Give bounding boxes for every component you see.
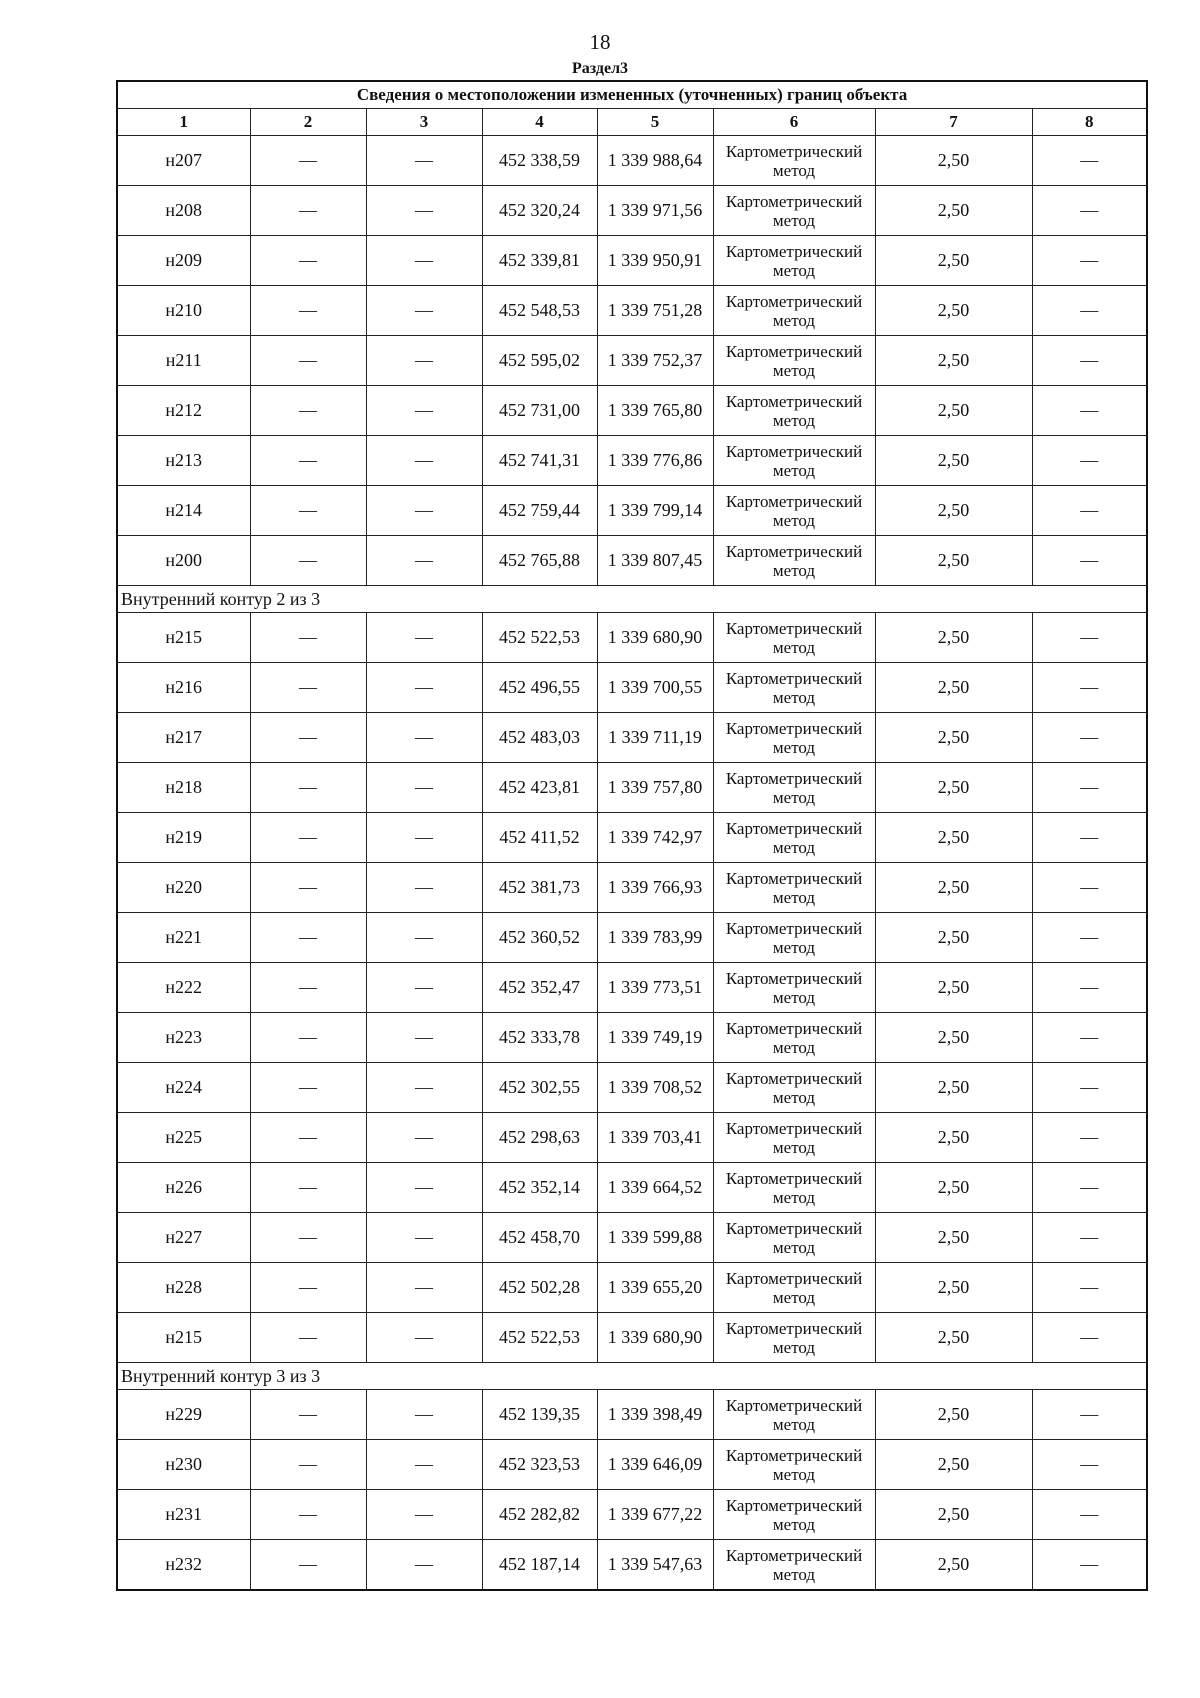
accuracy-cell: 2,50: [875, 913, 1032, 963]
accuracy-cell: 2,50: [875, 1163, 1032, 1213]
column-3-cell: —: [366, 913, 482, 963]
column-3-cell: —: [366, 613, 482, 663]
table-row: [117, 436, 1147, 486]
point-number-cell: н209: [117, 236, 250, 286]
column-8-cell: —: [1032, 613, 1147, 663]
table-title: Сведения о местоположении измененных (уточненных) границ объекта: [117, 81, 1147, 109]
accuracy-cell: 2,50: [875, 613, 1032, 663]
column-8-cell: —: [1032, 436, 1147, 486]
column-2-cell: —: [250, 1540, 366, 1591]
column-8-cell: —: [1032, 1540, 1147, 1591]
method-cell: Картометрический метод: [713, 536, 875, 586]
accuracy-cell: 2,50: [875, 236, 1032, 286]
table-row: [117, 1390, 1147, 1440]
x-coordinate-cell: 452 595,02: [482, 336, 597, 386]
accuracy-cell: 2,50: [875, 863, 1032, 913]
table-row: [117, 1490, 1147, 1540]
column-header-7: 7: [875, 109, 1032, 136]
column-3-cell: —: [366, 1263, 482, 1313]
column-8-cell: —: [1032, 1390, 1147, 1440]
column-8-cell: —: [1032, 236, 1147, 286]
y-coordinate-cell: 1 339 988,64: [597, 136, 713, 186]
point-number-cell: н215: [117, 613, 250, 663]
y-coordinate-cell: 1 339 547,63: [597, 1540, 713, 1591]
table-row: [117, 486, 1147, 536]
column-header-1: 1: [117, 109, 250, 136]
column-8-cell: —: [1032, 1440, 1147, 1490]
column-2-cell: —: [250, 913, 366, 963]
column-2-cell: —: [250, 863, 366, 913]
y-coordinate-cell: 1 339 677,22: [597, 1490, 713, 1540]
column-2-cell: —: [250, 1013, 366, 1063]
point-number-cell: н212: [117, 386, 250, 436]
column-3-cell: —: [366, 136, 482, 186]
y-coordinate-cell: 1 339 807,45: [597, 536, 713, 586]
point-number-cell: н213: [117, 436, 250, 486]
column-2-cell: —: [250, 186, 366, 236]
x-coordinate-cell: 452 765,88: [482, 536, 597, 586]
method-cell: Картометрический метод: [713, 486, 875, 536]
point-number-cell: н220: [117, 863, 250, 913]
column-8-cell: —: [1032, 386, 1147, 436]
y-coordinate-cell: 1 339 757,80: [597, 763, 713, 813]
y-coordinate-cell: 1 339 752,37: [597, 336, 713, 386]
column-header-3: 3: [366, 109, 482, 136]
column-3-cell: —: [366, 436, 482, 486]
table-row: [117, 186, 1147, 236]
column-8-cell: —: [1032, 286, 1147, 336]
x-coordinate-cell: 452 139,35: [482, 1390, 597, 1440]
accuracy-cell: 2,50: [875, 536, 1032, 586]
column-header-row: [117, 109, 1147, 136]
point-number-cell: н211: [117, 336, 250, 386]
table-row: [117, 1313, 1147, 1363]
table-row: [117, 286, 1147, 336]
point-number-cell: н231: [117, 1490, 250, 1540]
y-coordinate-cell: 1 339 971,56: [597, 186, 713, 236]
column-3-cell: —: [366, 386, 482, 436]
y-coordinate-cell: 1 339 680,90: [597, 613, 713, 663]
point-number-cell: н207: [117, 136, 250, 186]
column-8-cell: —: [1032, 1490, 1147, 1540]
column-8-cell: —: [1032, 713, 1147, 763]
x-coordinate-cell: 452 423,81: [482, 763, 597, 813]
column-2-cell: —: [250, 286, 366, 336]
column-8-cell: —: [1032, 186, 1147, 236]
column-8-cell: —: [1032, 663, 1147, 713]
method-cell: Картометрический метод: [713, 1063, 875, 1113]
accuracy-cell: 2,50: [875, 663, 1032, 713]
column-3-cell: —: [366, 963, 482, 1013]
table-row: [117, 1113, 1147, 1163]
accuracy-cell: 2,50: [875, 1540, 1032, 1591]
column-3-cell: —: [366, 186, 482, 236]
accuracy-cell: 2,50: [875, 336, 1032, 386]
coordinates-table: [116, 80, 1148, 1591]
x-coordinate-cell: 452 522,53: [482, 613, 597, 663]
y-coordinate-cell: 1 339 680,90: [597, 1313, 713, 1363]
table-row: [117, 236, 1147, 286]
x-coordinate-cell: 452 333,78: [482, 1013, 597, 1063]
method-cell: Картометрический метод: [713, 386, 875, 436]
y-coordinate-cell: 1 339 711,19: [597, 713, 713, 763]
point-number-cell: н208: [117, 186, 250, 236]
y-coordinate-cell: 1 339 765,80: [597, 386, 713, 436]
method-cell: Картометрический метод: [713, 1113, 875, 1163]
y-coordinate-cell: 1 339 773,51: [597, 963, 713, 1013]
column-8-cell: —: [1032, 763, 1147, 813]
x-coordinate-cell: 452 458,70: [482, 1213, 597, 1263]
column-3-cell: —: [366, 763, 482, 813]
method-cell: Картометрический метод: [713, 1440, 875, 1490]
method-cell: Картометрический метод: [713, 186, 875, 236]
table-row: [117, 1063, 1147, 1113]
column-2-cell: —: [250, 763, 366, 813]
column-3-cell: —: [366, 713, 482, 763]
point-number-cell: н210: [117, 286, 250, 336]
x-coordinate-cell: 452 381,73: [482, 863, 597, 913]
column-3-cell: —: [366, 1063, 482, 1113]
column-8-cell: —: [1032, 1313, 1147, 1363]
point-number-cell: н225: [117, 1113, 250, 1163]
accuracy-cell: 2,50: [875, 286, 1032, 336]
contour-section-label: Внутренний контур 3 из 3: [117, 1363, 1147, 1390]
column-2-cell: —: [250, 486, 366, 536]
column-header-5: 5: [597, 109, 713, 136]
method-cell: Картометрический метод: [713, 813, 875, 863]
column-2-cell: —: [250, 1063, 366, 1113]
point-number-cell: н222: [117, 963, 250, 1013]
accuracy-cell: 2,50: [875, 1440, 1032, 1490]
point-number-cell: н226: [117, 1163, 250, 1213]
column-2-cell: —: [250, 1440, 366, 1490]
table-row: [117, 613, 1147, 663]
method-cell: Картометрический метод: [713, 763, 875, 813]
method-cell: Картометрический метод: [713, 1490, 875, 1540]
accuracy-cell: 2,50: [875, 436, 1032, 486]
column-3-cell: —: [366, 336, 482, 386]
point-number-cell: н200: [117, 536, 250, 586]
x-coordinate-cell: 452 338,59: [482, 136, 597, 186]
column-3-cell: —: [366, 286, 482, 336]
method-cell: Картометрический метод: [713, 1540, 875, 1591]
accuracy-cell: 2,50: [875, 1263, 1032, 1313]
column-3-cell: —: [366, 236, 482, 286]
column-2-cell: —: [250, 1213, 366, 1263]
accuracy-cell: 2,50: [875, 486, 1032, 536]
x-coordinate-cell: 452 483,03: [482, 713, 597, 763]
x-coordinate-cell: 452 502,28: [482, 1263, 597, 1313]
column-8-cell: —: [1032, 1063, 1147, 1113]
y-coordinate-cell: 1 339 700,55: [597, 663, 713, 713]
accuracy-cell: 2,50: [875, 1113, 1032, 1163]
column-8-cell: —: [1032, 486, 1147, 536]
column-8-cell: —: [1032, 863, 1147, 913]
table-row: [117, 1013, 1147, 1063]
accuracy-cell: 2,50: [875, 386, 1032, 436]
page-number: 18: [589, 30, 611, 54]
column-3-cell: —: [366, 1490, 482, 1540]
method-cell: Картометрический метод: [713, 1390, 875, 1440]
y-coordinate-cell: 1 339 749,19: [597, 1013, 713, 1063]
column-8-cell: —: [1032, 136, 1147, 186]
table-row: [117, 136, 1147, 186]
table-title-row: [117, 81, 1147, 109]
column-2-cell: —: [250, 713, 366, 763]
method-cell: Картометрический метод: [713, 436, 875, 486]
method-cell: Картометрический метод: [713, 136, 875, 186]
x-coordinate-cell: 452 298,63: [482, 1113, 597, 1163]
column-header-6: 6: [713, 109, 875, 136]
y-coordinate-cell: 1 339 703,41: [597, 1113, 713, 1163]
column-2-cell: —: [250, 336, 366, 386]
x-coordinate-cell: 452 320,24: [482, 186, 597, 236]
table-row: [117, 1263, 1147, 1313]
column-8-cell: —: [1032, 336, 1147, 386]
y-coordinate-cell: 1 339 742,97: [597, 813, 713, 863]
column-2-cell: —: [250, 813, 366, 863]
point-number-cell: н223: [117, 1013, 250, 1063]
contour-section-row: [117, 1363, 1147, 1390]
column-2-cell: —: [250, 386, 366, 436]
column-3-cell: —: [366, 1390, 482, 1440]
x-coordinate-cell: 452 411,52: [482, 813, 597, 863]
table-row: [117, 1213, 1147, 1263]
x-coordinate-cell: 452 187,14: [482, 1540, 597, 1591]
x-coordinate-cell: 452 352,47: [482, 963, 597, 1013]
y-coordinate-cell: 1 339 646,09: [597, 1440, 713, 1490]
method-cell: Картометрический метод: [713, 663, 875, 713]
table-row: [117, 813, 1147, 863]
x-coordinate-cell: 452 282,82: [482, 1490, 597, 1540]
accuracy-cell: 2,50: [875, 1390, 1032, 1440]
point-number-cell: н224: [117, 1063, 250, 1113]
method-cell: Картометрический метод: [713, 1163, 875, 1213]
table-row: [117, 536, 1147, 586]
y-coordinate-cell: 1 339 783,99: [597, 913, 713, 963]
column-3-cell: —: [366, 1440, 482, 1490]
accuracy-cell: 2,50: [875, 186, 1032, 236]
column-8-cell: —: [1032, 913, 1147, 963]
column-2-cell: —: [250, 1113, 366, 1163]
column-2-cell: —: [250, 1490, 366, 1540]
accuracy-cell: 2,50: [875, 1313, 1032, 1363]
method-cell: Картометрический метод: [713, 913, 875, 963]
column-8-cell: —: [1032, 1263, 1147, 1313]
y-coordinate-cell: 1 339 751,28: [597, 286, 713, 336]
accuracy-cell: 2,50: [875, 713, 1032, 763]
y-coordinate-cell: 1 339 664,52: [597, 1163, 713, 1213]
y-coordinate-cell: 1 339 766,93: [597, 863, 713, 913]
x-coordinate-cell: 452 548,53: [482, 286, 597, 336]
column-2-cell: —: [250, 663, 366, 713]
y-coordinate-cell: 1 339 398,49: [597, 1390, 713, 1440]
contour-section-row: [117, 586, 1147, 613]
column-2-cell: —: [250, 436, 366, 486]
table-row: [117, 336, 1147, 386]
point-number-cell: н214: [117, 486, 250, 536]
column-3-cell: —: [366, 1163, 482, 1213]
table-row: [117, 913, 1147, 963]
section-title: Раздел3: [571, 60, 629, 77]
point-number-cell: н232: [117, 1540, 250, 1591]
column-2-cell: —: [250, 1313, 366, 1363]
point-number-cell: н221: [117, 913, 250, 963]
point-number-cell: н217: [117, 713, 250, 763]
method-cell: Картометрический метод: [713, 713, 875, 763]
method-cell: Картометрический метод: [713, 1213, 875, 1263]
y-coordinate-cell: 1 339 799,14: [597, 486, 713, 536]
column-header-8: 8: [1032, 109, 1147, 136]
column-8-cell: —: [1032, 1013, 1147, 1063]
x-coordinate-cell: 452 759,44: [482, 486, 597, 536]
method-cell: Картометрический метод: [713, 863, 875, 913]
point-number-cell: н218: [117, 763, 250, 813]
column-header-2: 2: [250, 109, 366, 136]
column-8-cell: —: [1032, 536, 1147, 586]
x-coordinate-cell: 452 496,55: [482, 663, 597, 713]
table-row: [117, 963, 1147, 1013]
column-3-cell: —: [366, 863, 482, 913]
y-coordinate-cell: 1 339 708,52: [597, 1063, 713, 1113]
x-coordinate-cell: 452 360,52: [482, 913, 597, 963]
accuracy-cell: 2,50: [875, 136, 1032, 186]
column-8-cell: —: [1032, 813, 1147, 863]
column-2-cell: —: [250, 536, 366, 586]
table-row: [117, 863, 1147, 913]
column-3-cell: —: [366, 536, 482, 586]
column-3-cell: —: [366, 1540, 482, 1591]
column-header-4: 4: [482, 109, 597, 136]
column-3-cell: —: [366, 1213, 482, 1263]
table-row: [117, 1540, 1147, 1591]
column-3-cell: —: [366, 1013, 482, 1063]
column-2-cell: —: [250, 1163, 366, 1213]
x-coordinate-cell: 452 352,14: [482, 1163, 597, 1213]
point-number-cell: н229: [117, 1390, 250, 1440]
column-8-cell: —: [1032, 1213, 1147, 1263]
method-cell: Картометрический метод: [713, 286, 875, 336]
accuracy-cell: 2,50: [875, 963, 1032, 1013]
column-2-cell: —: [250, 963, 366, 1013]
column-3-cell: —: [366, 486, 482, 536]
accuracy-cell: 2,50: [875, 1490, 1032, 1540]
x-coordinate-cell: 452 741,31: [482, 436, 597, 486]
point-number-cell: н219: [117, 813, 250, 863]
column-2-cell: —: [250, 1263, 366, 1313]
column-3-cell: —: [366, 813, 482, 863]
accuracy-cell: 2,50: [875, 763, 1032, 813]
x-coordinate-cell: 452 323,53: [482, 1440, 597, 1490]
method-cell: Картометрический метод: [713, 963, 875, 1013]
method-cell: Картометрический метод: [713, 1263, 875, 1313]
y-coordinate-cell: 1 339 655,20: [597, 1263, 713, 1313]
table-row: [117, 1163, 1147, 1213]
method-cell: Картометрический метод: [713, 613, 875, 663]
accuracy-cell: 2,50: [875, 1013, 1032, 1063]
column-8-cell: —: [1032, 1163, 1147, 1213]
table-row: [117, 713, 1147, 763]
column-2-cell: —: [250, 136, 366, 186]
table-row: [117, 386, 1147, 436]
column-3-cell: —: [366, 1313, 482, 1363]
x-coordinate-cell: 452 339,81: [482, 236, 597, 286]
x-coordinate-cell: 452 731,00: [482, 386, 597, 436]
method-cell: Картометрический метод: [713, 1013, 875, 1063]
table-row: [117, 1440, 1147, 1490]
x-coordinate-cell: 452 522,53: [482, 1313, 597, 1363]
column-2-cell: —: [250, 236, 366, 286]
contour-section-label: Внутренний контур 2 из 3: [117, 586, 1147, 613]
point-number-cell: н215: [117, 1313, 250, 1363]
column-8-cell: —: [1032, 1113, 1147, 1163]
accuracy-cell: 2,50: [875, 1063, 1032, 1113]
column-3-cell: —: [366, 1113, 482, 1163]
point-number-cell: н230: [117, 1440, 250, 1490]
y-coordinate-cell: 1 339 599,88: [597, 1213, 713, 1263]
table-row: [117, 763, 1147, 813]
method-cell: Картометрический метод: [713, 1313, 875, 1363]
y-coordinate-cell: 1 339 950,91: [597, 236, 713, 286]
accuracy-cell: 2,50: [875, 1213, 1032, 1263]
column-8-cell: —: [1032, 963, 1147, 1013]
x-coordinate-cell: 452 302,55: [482, 1063, 597, 1113]
point-number-cell: н216: [117, 663, 250, 713]
column-2-cell: —: [250, 613, 366, 663]
point-number-cell: н227: [117, 1213, 250, 1263]
accuracy-cell: 2,50: [875, 813, 1032, 863]
method-cell: Картометрический метод: [713, 236, 875, 286]
column-3-cell: —: [366, 663, 482, 713]
method-cell: Картометрический метод: [713, 336, 875, 386]
table-row: [117, 663, 1147, 713]
point-number-cell: н228: [117, 1263, 250, 1313]
y-coordinate-cell: 1 339 776,86: [597, 436, 713, 486]
column-2-cell: —: [250, 1390, 366, 1440]
